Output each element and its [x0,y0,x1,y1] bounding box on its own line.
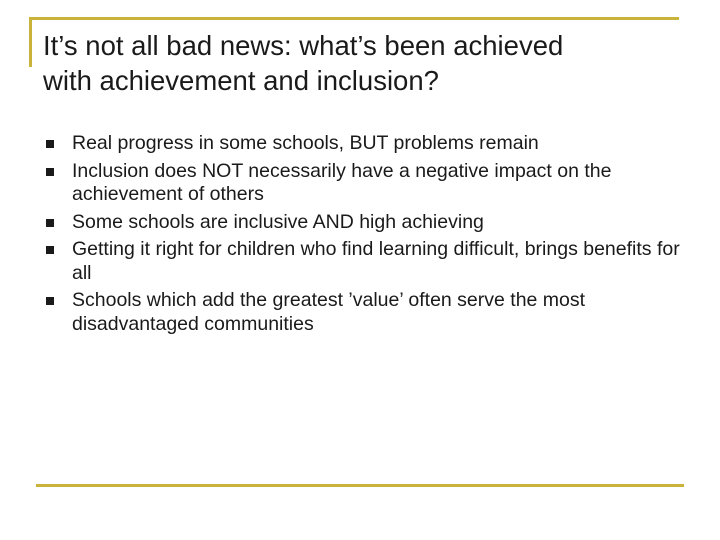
bullet-text: Real progress in some schools, BUT problems remain [72,132,539,154]
bullet-item [46,160,686,207]
square-bullet-icon [46,219,54,227]
square-bullet-icon [46,246,54,254]
title-frame-left-rule [29,17,32,67]
bullet-text: Getting it right for children who find learning difficult, brings benefits for all [72,238,680,284]
bullet-text: Inclusion does NOT necessarily have a negative impact on the achievement of others [72,159,612,205]
bullet-item [46,132,686,156]
bullet-text: Schools which add the greatest ’value’ often serve the most disadvantaged communities [72,289,586,335]
square-bullet-icon [46,168,54,176]
bullet-list [46,132,686,340]
square-bullet-icon [46,140,54,148]
slide-title-line-2: with achievement and inclusion? [43,65,439,96]
bullet-item [46,289,686,336]
bottom-divider [36,484,684,487]
bullet-item [46,238,686,285]
slide-title [43,28,703,98]
square-bullet-icon [46,297,54,305]
bullet-text: Some schools are inclusive AND high achieving [72,210,484,233]
title-frame-top-rule [29,17,679,20]
bullet-item [46,211,686,235]
slide-title-line-1: It’s not all bad news: what’s been achieved [43,30,564,61]
